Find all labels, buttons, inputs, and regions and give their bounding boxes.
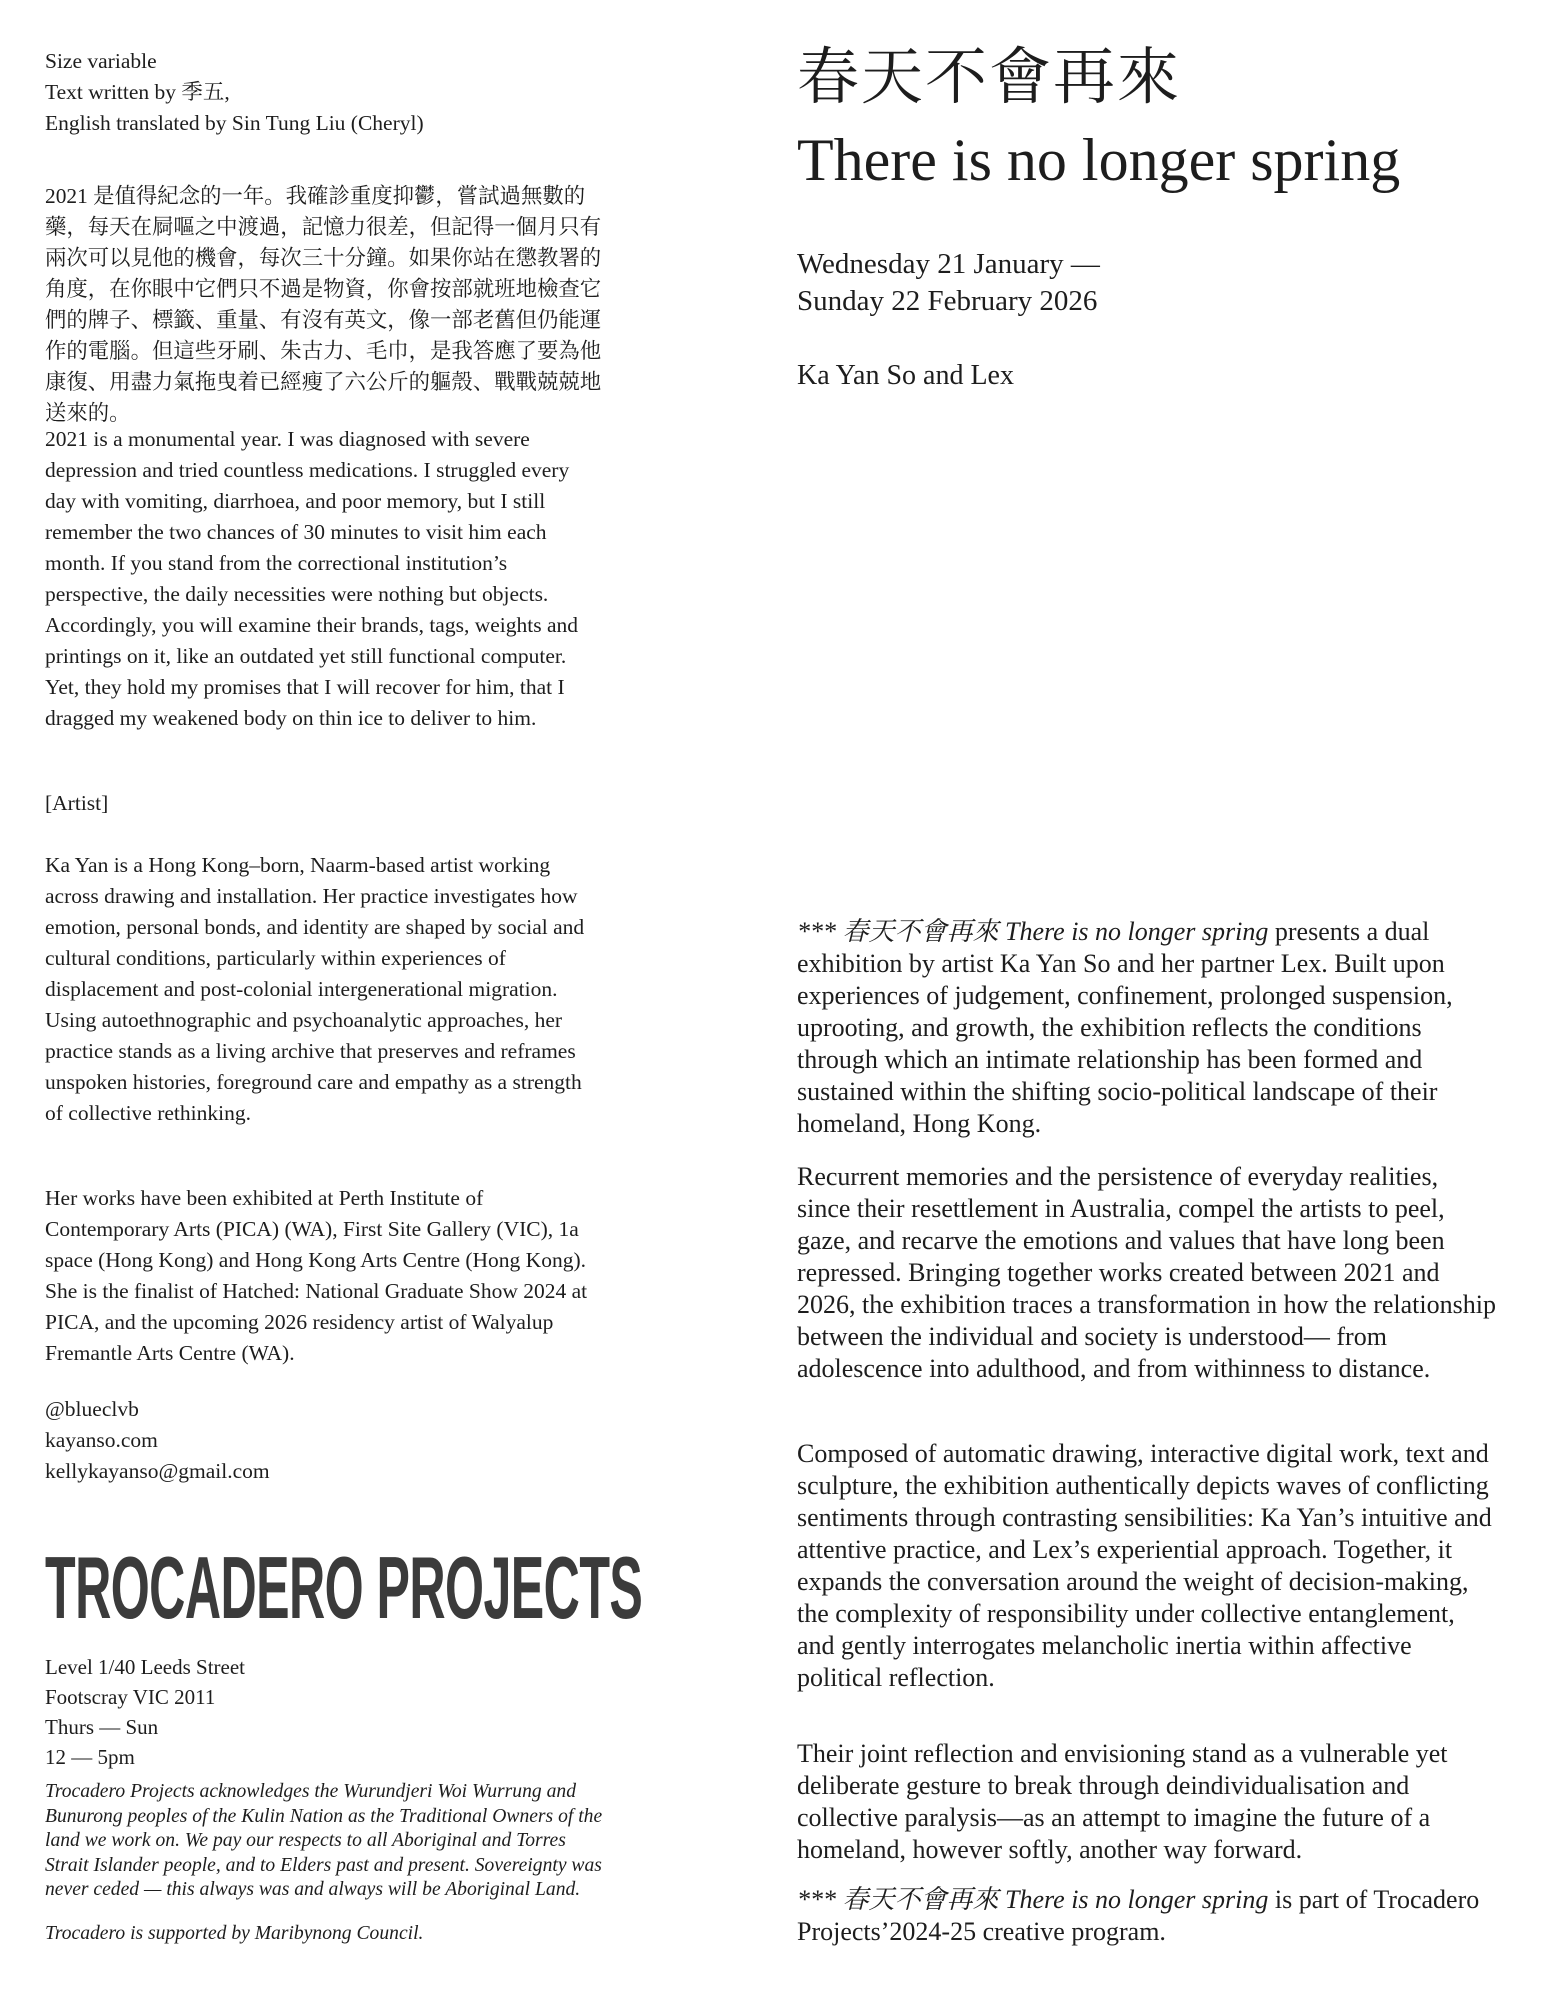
credit-text-author: Text written by 季五,	[45, 80, 230, 104]
exhibition-artists: Ka Yan So and Lex	[797, 360, 1014, 391]
artist-section-label: [Artist]	[45, 791, 109, 815]
open-days: Thurs — Sun	[45, 1715, 159, 1739]
press-paragraph-5-text: is part of Trocadero Projects’2024-25 creative program.	[797, 1885, 1480, 1946]
venue-suburb: Footscray VIC 2011	[45, 1685, 216, 1709]
venue-details	[45, 1652, 603, 1772]
website-link[interactable]: kayanso.com	[45, 1428, 158, 1452]
statement-en: 2021 is a monumental year. I was diagnosed with severe depression and tried countless medications. I struggled every day with vomiting, diarrhoea, and poor memory, but I still remember the two chances of 30 minutes to visit him each month. If you stand from the correctional institution’s perspective, the daily necessities were nothing but objects. Accordingly, you will examine their brands, tags, weights and printings on it, like an outdated yet still functional computer. Yet, they hold my promises that I will recover for him, that I dragged my weakened body on thin ice to deliver to him.	[45, 427, 578, 730]
date-start: Wednesday 21 January —	[797, 248, 1100, 280]
artist-exhibitions: Her works have been exhibited at Perth Institute of Contemporary Arts (PICA) (WA), First Site Gallery (VIC), 1a space (Hong Kong) and Hong Kong Arts Centre (Hong Kong). She is the finalist of Hatched: National Graduate Show 2024 at PICA, and the upcoming 2026 residency artist of Walyalup Fremantle Arts Centre (WA).	[45, 1186, 588, 1365]
exhibition-title-en: There is no longer spring	[797, 127, 1401, 193]
trocadero-projects-logo: TROCADERO PROJECTS	[45, 1538, 643, 1637]
instagram-handle[interactable]: @blueclvb	[45, 1397, 139, 1421]
email-link[interactable]: kellykayanso@gmail.com	[45, 1459, 270, 1483]
press-paragraph-4: Their joint reflection and envisioning stand as a vulnerable yet deliberate gesture to break through deindividualisation and collective paralysis—as an attempt to imagine the future of a homeland, however softly, another way forward.	[797, 1739, 1448, 1864]
exhibition-title-inline: *** 春天不會再來 There is no longer spring	[797, 917, 1269, 946]
work-credits	[45, 46, 603, 139]
artist-contact	[45, 1394, 603, 1487]
artist-bio: Ka Yan is a Hong Kong–born, Naarm-based artist working across drawing and installation. Her practice investigates how emotion, personal bonds, and identity are shaped by social and cultural conditions, particularly within experiences of displacement and post-colonial intergenerational migration. Using autoethnographic and psychoanalytic approaches, her practice stands as a living archive that preserves and reframes unspoken histories, foreground care and empathy as a strength of collective rethinking.	[45, 853, 585, 1125]
acknowledgement-of-country: Trocadero Projects acknowledges the Wurundjeri Woi Wurrung and Bunurong peoples of the Kulin Nation as the Traditional Owners of the land we work on. We pay our respects to all Aboriginal and Torres Strait Islander people, and to Elders past and present. Sovereignty was never ceded — this always was and always will be Aboriginal Land.	[45, 1781, 603, 1901]
press-paragraph-3: Composed of automatic drawing, interactive digital work, text and sculpture, the exhibition authentically depicts waves of conflicting sentiments through contrasting sensibilities: Ka Yan’s intuitive and attentive practice, and Lex’s experiential approach. Together, it expands the conversation around the weight of decision-making, the complexity of responsibility under collective entanglement, and gently interrogates melancholic inertia within affective political reflection.	[797, 1439, 1492, 1692]
council-support-note: Trocadero is supported by Maribynong Council.	[45, 1923, 424, 1944]
exhibition-title-zh: 春天不會再來	[797, 44, 1182, 112]
credit-size: Size variable	[45, 49, 157, 73]
statement-zh: 2021 是值得紀念的一年。我確診重度抑鬱，嘗試過無數的藥，每天在屙嘔之中渡過，記憶力很差，但記得一個月只有兩次可以見他的機會，每次三十分鐘。如果你站在懲教署的角度，在你眼中它們只不過是物資，你會按部就班地檢查它們的牌子、標籤、重量、有沒有英文，像一部老舊但仍能運作的電腦。但這些牙刷、朱古力、毛巾，是我答應了要為他康復、用盡力氣拖曳着已經瘦了六公斤的軀殼、戰戰兢兢地送來的。	[45, 184, 602, 425]
date-end: Sunday 22 February 2026	[797, 285, 1098, 317]
open-hours: 12 — 5pm	[45, 1745, 135, 1769]
press-paragraph-1-text: presents a dual exhibition by artist Ka Yan So and her partner Lex. Built upon experiences of judgement, confinement, prolonged suspension, uprooting, and growth, the exhibition reflects the conditions through which an intimate relationship has been formed and sustained within the shifting socio-political landscape of their homeland, Hong Kong.	[797, 917, 1453, 1138]
press-paragraph-1	[797, 916, 1497, 1140]
press-paragraph-2: Recurrent memories and the persistence of everyday realities, since their resettlement in Australia, compel the artists to peel, gaze, and recarve the emotions and values that have long been repressed. Bringing together works created between 2021 and 2026, the exhibition traces a transformation in how the relationship between the individual and society is understood— from adolescence into adulthood, and from withinness to distance.	[797, 1162, 1496, 1383]
press-paragraph-5	[797, 1884, 1497, 1948]
venue-street: Level 1/40 Leeds Street	[45, 1655, 246, 1679]
exhibition-title-inline-2: *** 春天不會再來 There is no longer spring	[797, 1885, 1269, 1914]
exhibition-dates	[797, 246, 1497, 320]
credit-translator: English translated by Sin Tung Liu (Cheryl)	[45, 111, 424, 135]
